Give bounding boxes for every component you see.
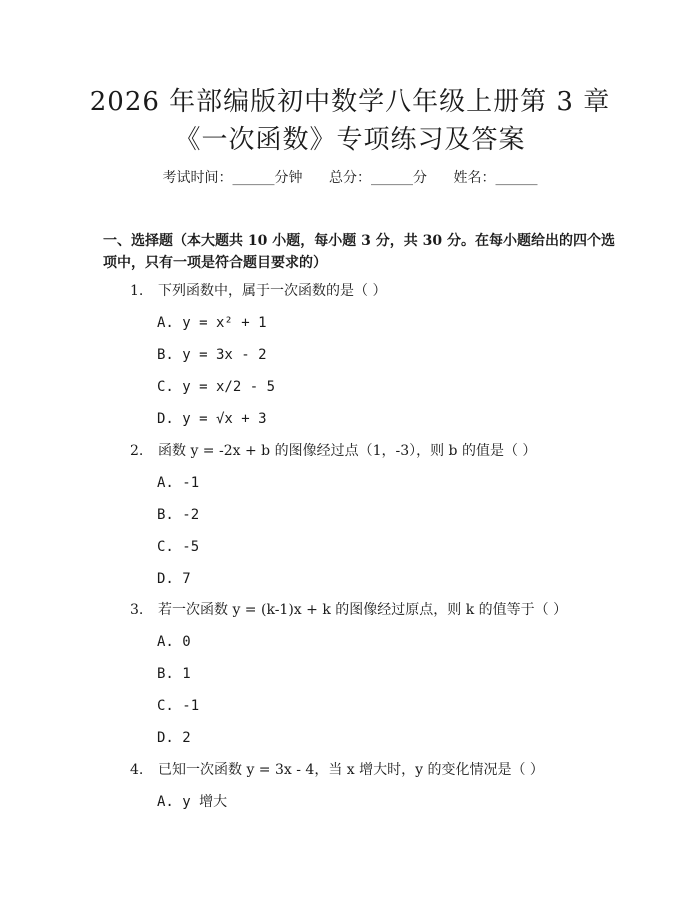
document-title-line-1: 2026 年部编版初中数学八年级上册第 3 章 (89, 87, 611, 117)
exam-info-line (0, 168, 700, 188)
section-heading: 一、选择题（本大题共 10 小题，每小题 3 分，共 30 分。在每小题给出的四个选项中，只有一项是符合题目要求的） (103, 233, 615, 271)
option-a: A. -1 (157, 475, 200, 491)
question-2 (130, 441, 600, 461)
question-stem: 函数 y = -2x + b 的图像经过点（1，-3），则 b 的值是（ ） (158, 443, 537, 459)
option-a: A. y 增大 (157, 794, 228, 810)
total-score-field: 总分：______分 (329, 170, 427, 186)
option-a: A. 0 (157, 634, 191, 650)
option-d: D. 2 (157, 730, 191, 746)
question-3 (130, 600, 600, 620)
option-b: B. -2 (157, 507, 200, 523)
question-1 (130, 281, 600, 301)
student-name-field: 姓名：______ (453, 170, 538, 186)
question-number: 4. (130, 762, 144, 778)
option-c: C. y = x/2 - 5 (157, 379, 276, 395)
question-stem: 若一次函数 y = (k-1)x + k 的图像经过原点，则 k 的值等于（ ） (158, 602, 568, 618)
option-a: A. y = x² + 1 (157, 315, 267, 331)
exam-time-field: 考试时间：______分钟 (162, 170, 303, 186)
option-d: D. y = √x + 3 (157, 411, 267, 427)
question-stem: 下列函数中，属于一次函数的是（ ） (158, 283, 387, 299)
question-number: 3. (130, 602, 144, 618)
option-c: C. -5 (157, 539, 200, 555)
question-number: 2. (130, 443, 144, 459)
question-number: 1. (130, 283, 144, 299)
question-stem: 已知一次函数 y = 3x - 4，当 x 增大时，y 的变化情况是（ ） (158, 762, 544, 778)
option-b: B. y = 3x - 2 (157, 347, 267, 363)
question-4 (130, 760, 600, 780)
option-c: C. -1 (157, 698, 200, 714)
option-b: B. 1 (157, 666, 191, 682)
document-title-line-2: 《一次函数》专项练习及答案 (174, 125, 526, 155)
option-d: D. 7 (157, 571, 191, 587)
